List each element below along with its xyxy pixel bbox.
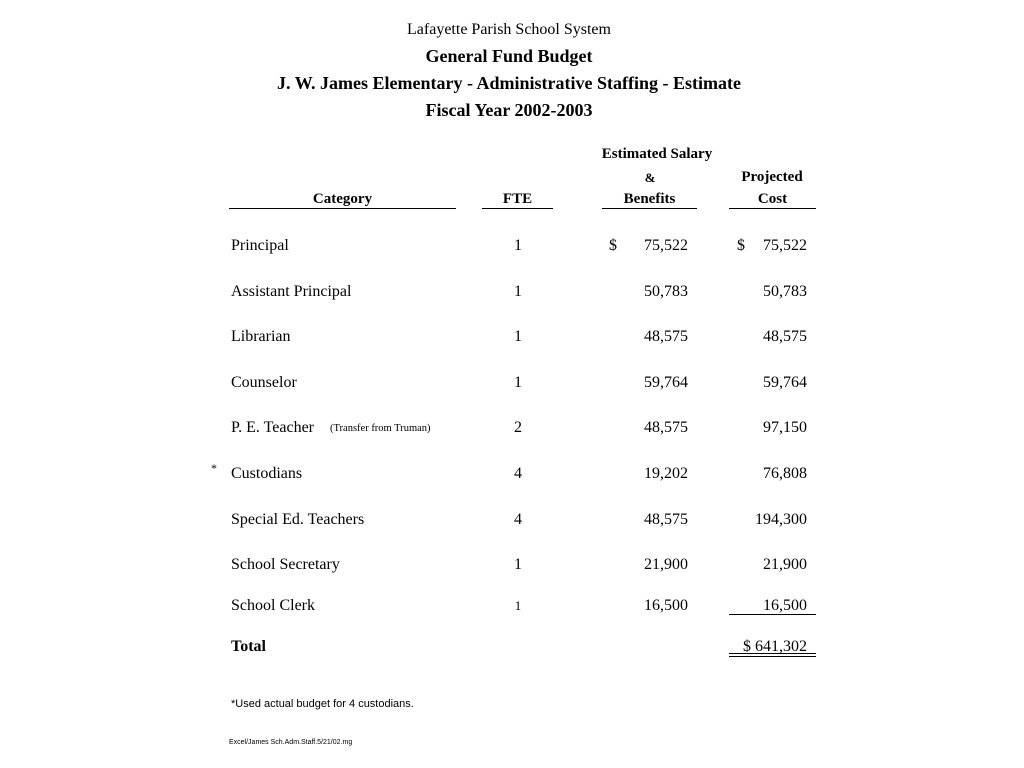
row-cost: 59,764: [763, 374, 807, 391]
row-salary: 50,783: [644, 283, 688, 300]
row-fte: 1: [514, 556, 522, 573]
row-fte: 1: [514, 374, 522, 391]
row-category: Principal: [231, 237, 289, 254]
row-salary: 48,575: [644, 328, 688, 345]
row-category: Special Ed. Teachers: [231, 511, 365, 528]
row-fte: 1: [514, 598, 522, 613]
table-row: [0, 373, 1024, 395]
row-category: Counselor: [231, 374, 297, 391]
row-category: Librarian: [231, 328, 291, 345]
subtotal-underline: [729, 614, 816, 615]
total-label: Total: [231, 638, 266, 655]
table-row: [0, 418, 1024, 440]
salary-currency: $: [609, 237, 617, 254]
table-row: [0, 282, 1024, 304]
table-row: [0, 510, 1024, 532]
table-row: [0, 236, 1024, 258]
row-salary: 75,522: [644, 237, 688, 254]
category-header: Category: [229, 191, 456, 209]
table-row: [0, 555, 1024, 577]
row-cost: 16,500: [763, 597, 807, 614]
cost-currency: $: [737, 237, 745, 254]
row-salary: 16,500: [644, 597, 688, 614]
row-salary: 48,575: [644, 419, 688, 436]
total-double-underline: [729, 653, 816, 657]
row-category: Assistant Principal: [231, 283, 352, 300]
table-row: [0, 327, 1024, 349]
row-salary: 21,900: [644, 556, 688, 573]
row-salary: 19,202: [644, 465, 688, 482]
salary-header-line1: Estimated Salary: [601, 146, 713, 162]
row-fte: 4: [514, 511, 522, 528]
row-fte: 2: [514, 419, 522, 436]
row-fte: 4: [514, 465, 522, 482]
cost-header-line1: Projected: [741, 169, 803, 185]
row-category: Custodians: [231, 465, 303, 482]
total-row: [0, 637, 1024, 659]
asterisk-marker: *: [211, 461, 217, 475]
row-cost: 50,783: [763, 283, 807, 300]
row-category: School Secretary: [231, 556, 340, 573]
row-category: School Clerk: [231, 597, 315, 614]
row-salary: 48,575: [644, 511, 688, 528]
salary-header-line2: &: [644, 170, 656, 185]
table-row: [0, 596, 1024, 618]
row-cost: 194,300: [755, 511, 807, 528]
fiscal-year: Fiscal Year 2002-2003: [425, 100, 593, 120]
row-cost: 97,150: [763, 419, 807, 436]
row-category: P. E. Teacher: [231, 419, 314, 436]
row-cost: 76,808: [763, 465, 807, 482]
cost-header-line2: Cost: [729, 191, 816, 209]
row-fte: 1: [514, 328, 522, 345]
row-salary: 59,764: [644, 374, 688, 391]
table-row: [0, 461, 1024, 486]
file-reference: Excel/James Sch.Adm.Staff.5/21/02.mg: [229, 739, 353, 746]
salary-header-line3: Benefits: [602, 191, 697, 209]
row-cost: 21,900: [763, 556, 807, 573]
fte-header: FTE: [482, 191, 553, 209]
total-amount: $ 641,302: [743, 638, 807, 655]
fund-title: General Fund Budget: [425, 46, 593, 66]
row-fte: 1: [514, 283, 522, 300]
report-subject: J. W. James Elementary - Administrative Staffing - Estimate: [277, 73, 741, 93]
row-note: (Transfer from Truman): [330, 423, 431, 434]
org-name: Lafayette Parish School System: [407, 21, 611, 38]
footnote: *Used actual budget for 4 custodians.: [231, 698, 414, 710]
row-fte: 1: [514, 237, 522, 254]
row-cost: 75,522: [763, 237, 807, 254]
row-cost: 48,575: [763, 328, 807, 345]
